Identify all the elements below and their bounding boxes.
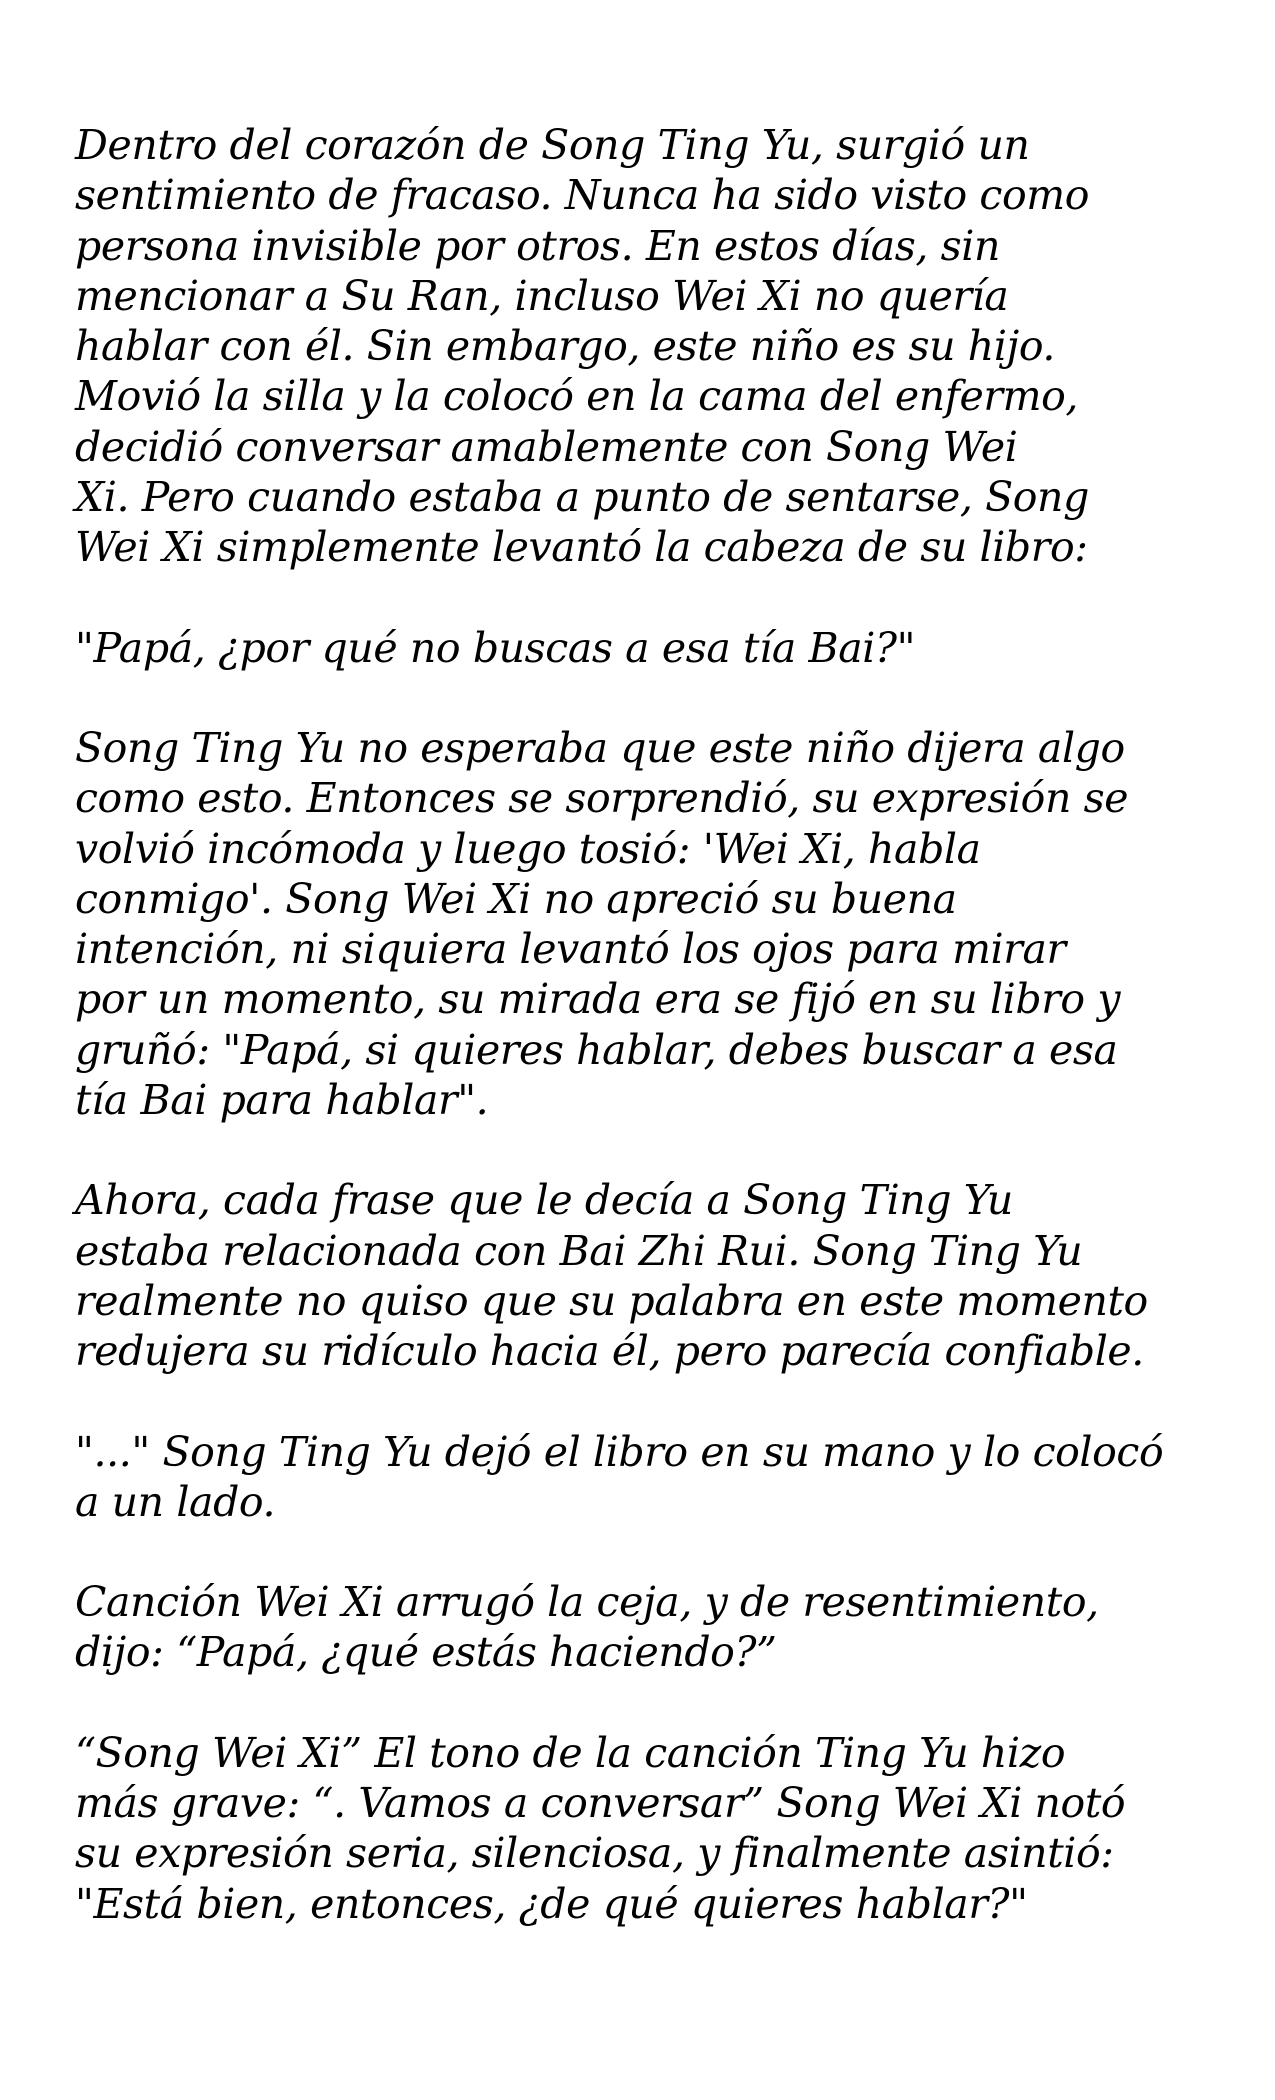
text-line: a un lado. <box>75 1477 276 1526</box>
text-line: "Papá, ¿por qué no buscas a esa tía Bai?" <box>75 623 916 672</box>
text-line: redujera su ridículo hacia él, pero parecía confiable. <box>75 1327 1144 1376</box>
text-line: volvió incómoda y luego tosió: 'Wei Xi, habla <box>75 824 981 873</box>
text-line: decidió conversar amablemente con Song Wei <box>75 422 1018 471</box>
text-line: conmigo'. Song Wei Xi no apreció su buena <box>75 874 957 923</box>
text-line: realmente no quiso que su palabra en este momento <box>75 1276 1148 1325</box>
text-line: estaba relacionada con Bai Zhi Rui. Song Ting Yu <box>75 1226 1083 1275</box>
text-line: Wei Xi simplemente levantó la cabeza de su libro: <box>75 523 1088 572</box>
text-line: gruñó: "Papá, si quieres hablar, debes buscar a esa <box>75 1025 1118 1074</box>
text-line: Dentro del corazón de Song Ting Yu, surgió un <box>75 121 1030 169</box>
paragraph-6 <box>75 1577 1215 1678</box>
paragraph-2 <box>75 623 1215 673</box>
text-line: persona invisible por otros. En estos días, sin <box>75 221 1001 270</box>
text-line: intención, ni siquiera levantó los ojos para mirar <box>75 925 1066 974</box>
text-line: dijo: “Papá, ¿qué estás haciendo?” <box>75 1628 777 1677</box>
text-line: Xi. Pero cuando estaba a punto de sentarse, Song <box>75 473 1089 522</box>
text-line: tía Bai para hablar". <box>75 1076 489 1125</box>
paragraph-1 <box>75 120 1215 573</box>
text-line: mencionar a Su Ran, incluso Wei Xi no quería <box>75 271 1009 320</box>
paragraph-3 <box>75 723 1215 1125</box>
text-line: "Está bien, entonces, ¿de qué quieres hablar?" <box>75 1879 1028 1928</box>
text-line: “Song Wei Xi” El tono de la canción Ting Yu hizo <box>75 1728 1066 1777</box>
text-line: por un momento, su mirada era se fijó en su libro y <box>75 975 1121 1024</box>
text-line: Canción Wei Xi arrugó la ceja, y de resentimiento, <box>75 1578 1099 1627</box>
text-line: hablar con él. Sin embargo, este niño es su hijo. <box>75 322 1056 371</box>
paragraph-4 <box>75 1175 1215 1376</box>
paragraph-5 <box>75 1427 1215 1528</box>
text-line: más grave: “. Vamos a conversar” Song Wei Xi notó <box>75 1779 1126 1828</box>
paragraph-7 <box>75 1728 1215 1929</box>
document-body <box>75 120 1215 1979</box>
text-line: su expresión seria, silenciosa, y finalmente asintió: <box>75 1829 1114 1878</box>
text-line: Ahora, cada frase que le decía a Song Ting Yu <box>75 1176 1013 1225</box>
text-line: Song Ting Yu no esperaba que este niño dijera algo <box>75 723 1125 772</box>
text-line: Movió la silla y la colocó en la cama del enfermo, <box>75 372 1079 421</box>
text-line: "..." Song Ting Yu dejó el libro en su mano y lo colocó <box>75 1427 1164 1476</box>
text-line: sentimiento de fracaso. Nunca ha sido visto como <box>75 171 1090 220</box>
text-line: como esto. Entonces se sorprendió, su expresión se <box>75 774 1129 823</box>
